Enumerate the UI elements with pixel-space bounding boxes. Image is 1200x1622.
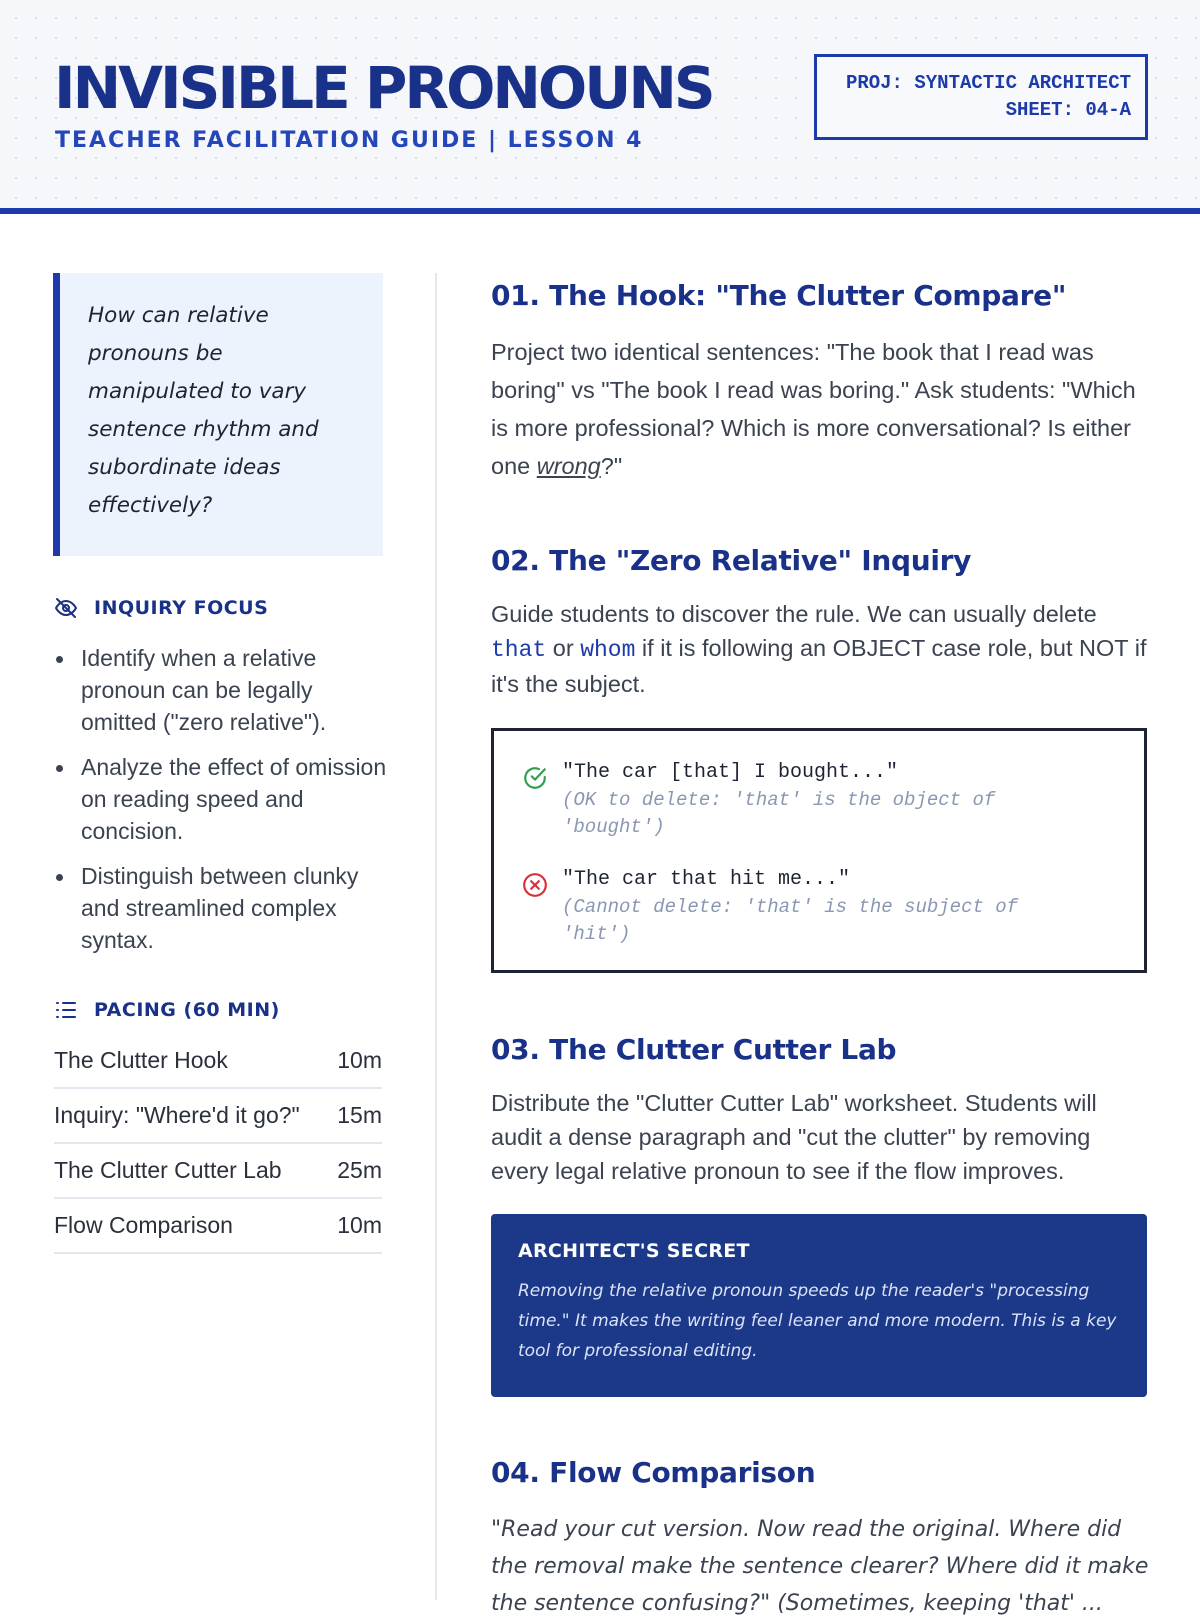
code-whom: whom <box>580 637 636 663</box>
emphasis-text: wrong <box>536 453 601 479</box>
pacing-row <box>54 1144 382 1199</box>
x-circle-icon <box>522 872 548 898</box>
body-text: ?" <box>600 453 623 479</box>
body-text: Project two identical sentences: "The book that I read was boring" vs "The book I read was boring." Ask students: "Which is more professional? Which is more conversational? Is either one <box>491 339 1136 479</box>
architects-secret-callout <box>491 1214 1147 1397</box>
example-note: (Cannot delete: 'that' is the subject of 'hit') <box>562 896 1019 945</box>
sheet-line: SHEET: 04-A <box>1005 99 1131 121</box>
section-title-flow: 04. Flow Comparison <box>491 1456 816 1489</box>
list-icon <box>54 998 78 1022</box>
sheet-id-box <box>814 54 1148 140</box>
section-body-hook <box>491 333 1151 485</box>
list-item: Identify when a relative pronoun can be legally omitted ("zero relative"). <box>54 642 389 738</box>
section-body-inquiry <box>491 597 1151 701</box>
section-body-lab: Distribute the "Clutter Cutter Lab" worksheet. Students will audit a dense paragraph and "cut the clutter" by removing every legal relative pronoun to see if the flow improves. <box>491 1090 1097 1184</box>
pacing-table <box>54 1034 382 1254</box>
page-title: INVISIBLE PRONOUNS <box>54 54 713 122</box>
section-title-inquiry: 02. The "Zero Relative" Inquiry <box>491 544 972 577</box>
inquiry-focus-heading <box>54 596 268 620</box>
example-sentence: "The car that hit me..." <box>562 868 851 891</box>
pacing-row <box>54 1034 382 1089</box>
pacing-time: 15m <box>337 1102 382 1128</box>
column-divider <box>435 273 437 1600</box>
essential-question: How can relative pronouns be manipulated to vary sentence rhythm and subordinate ideas effectively? <box>53 273 383 556</box>
pacing-activity: Flow Comparison <box>54 1212 233 1238</box>
eye-off-icon <box>54 596 78 620</box>
section-body-flow: "Read your cut version. Now read the original. Where did the removal make the sentence clearer? Where did it make the sentence confusing?" (Sometimes, keeping 'that' ... <box>491 1517 1149 1616</box>
inquiry-focus-label: INQUIRY FOCUS <box>94 597 269 619</box>
pacing-time: 25m <box>337 1157 382 1183</box>
project-line: PROJ: SYNTACTIC ARCHITECT <box>845 72 1131 94</box>
callout-title: ARCHITECT'S SECRET <box>518 1240 750 1262</box>
section-title-lab: 03. The Clutter Cutter Lab <box>491 1033 897 1066</box>
pacing-label: PACING (60 MIN) <box>94 999 280 1021</box>
pacing-activity: The Clutter Cutter Lab <box>54 1157 282 1183</box>
inquiry-focus-list <box>54 642 389 969</box>
example-correct <box>522 759 1062 841</box>
section-title-hook: 01. The Hook: "The Clutter Compare" <box>491 279 1067 312</box>
pacing-row <box>54 1199 382 1254</box>
code-that: that <box>491 637 547 663</box>
body-text: or <box>546 635 581 661</box>
pacing-heading <box>54 998 280 1022</box>
pacing-time: 10m <box>337 1212 382 1238</box>
example-incorrect <box>522 866 1062 948</box>
list-item: Analyze the effect of omission on reading speed and concision. <box>54 751 389 847</box>
pacing-row <box>54 1089 382 1144</box>
check-circle-icon <box>522 765 548 791</box>
example-sentence: "The car [that] I bought..." <box>562 761 899 784</box>
example-note: (OK to delete: 'that' is the object of 'bought') <box>562 789 996 838</box>
list-item: Distinguish between clunky and streamlined complex syntax. <box>54 860 389 956</box>
pacing-time: 10m <box>337 1047 382 1073</box>
body-text: Guide students to discover the rule. We can usually delete <box>491 601 1097 627</box>
callout-body: Removing the relative pronoun speeds up the reader's "processing time." It makes the writing feel leaner and more modern. This is a key tool for professional editing. <box>518 1281 1117 1361</box>
page-subtitle: TEACHER FACILITATION GUIDE | LESSON 4 <box>55 128 644 153</box>
pacing-activity: The Clutter Hook <box>54 1047 228 1073</box>
pacing-activity: Inquiry: "Where'd it go?" <box>54 1102 300 1128</box>
example-box <box>491 728 1147 973</box>
page-header <box>0 0 1200 214</box>
body-text: if it is following an OBJECT case role, but NOT if it's the subject. <box>491 635 1147 697</box>
